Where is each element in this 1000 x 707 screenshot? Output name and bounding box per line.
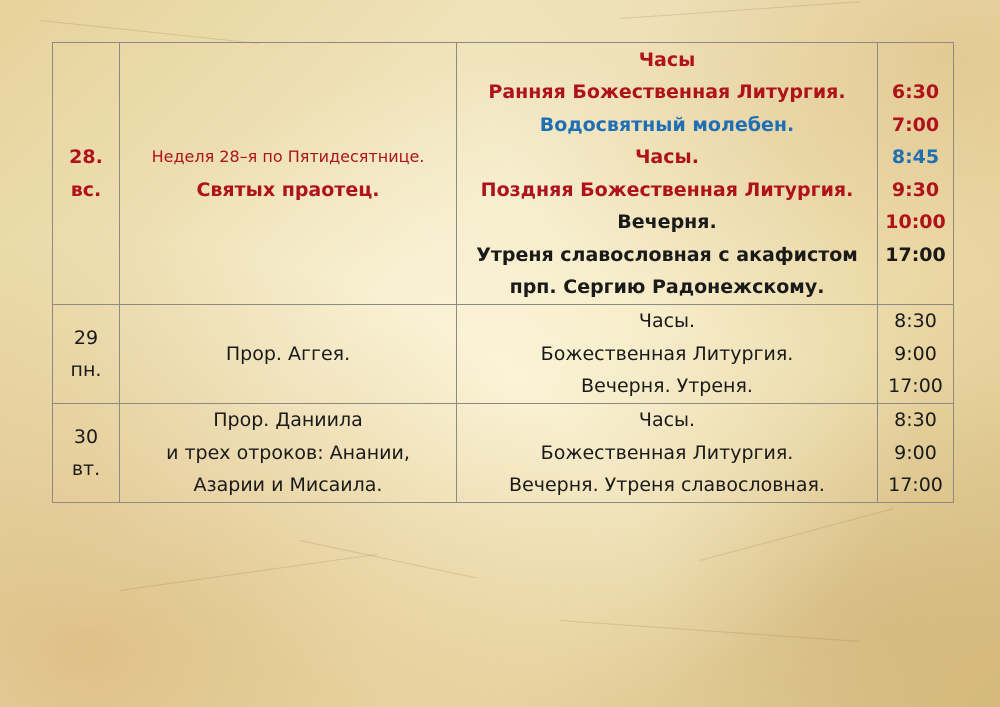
- feast-line: Прор. Даниила: [213, 409, 363, 432]
- service-line: Часы.: [638, 310, 696, 333]
- service-line: Утреня славословная с акафистом: [476, 243, 858, 266]
- service-line: Божественная Литургия.: [540, 342, 794, 365]
- service-line: Водосвятный молебен.: [539, 113, 795, 136]
- feast-line: Святых праотец.: [196, 178, 380, 201]
- weekday: вс.: [70, 178, 102, 201]
- time-line: 9:00: [894, 342, 937, 365]
- parchment-scratch: [620, 1, 859, 19]
- parchment-scratch: [560, 620, 859, 642]
- time-line: 17:00: [885, 243, 946, 266]
- parchment-scratch: [120, 554, 378, 591]
- time-line: 8:30: [894, 409, 937, 432]
- service-line: Часы.: [638, 409, 696, 432]
- time-line: 9:30: [891, 178, 940, 201]
- service-line: Вечерня.: [617, 211, 717, 233]
- time-line: 17:00: [888, 474, 943, 497]
- schedule-row-29: [53, 305, 954, 404]
- day-number: 29: [73, 326, 99, 349]
- parchment-scratch: [40, 20, 259, 44]
- time-line: 17:00: [888, 375, 943, 398]
- service-line: Поздняя Божественная Литургия.: [480, 178, 854, 201]
- date-cell: [53, 305, 120, 404]
- parchment-scratch: [700, 508, 893, 561]
- date-cell: [53, 43, 120, 305]
- services-cell: [457, 305, 878, 404]
- service-line: Вечерня. Утреня славословная.: [509, 474, 825, 497]
- parchment-scratch: [300, 540, 476, 578]
- time-line: 6:30: [891, 81, 940, 103]
- time-line: 9:00: [894, 441, 937, 464]
- time-line: 8:45: [891, 146, 940, 168]
- feast-cell: [120, 404, 457, 503]
- service-line: Божественная Литургия.: [540, 441, 794, 464]
- day-number: 30: [73, 425, 99, 448]
- time-line: 8:30: [894, 310, 937, 333]
- feast-line: Неделя 28–я по Пятидесятнице.: [151, 147, 425, 166]
- schedule-row-30: [53, 404, 954, 503]
- services-cell: [457, 43, 878, 305]
- feast-line: Прор. Аггея.: [225, 342, 351, 365]
- weekday: вт.: [71, 458, 101, 480]
- schedule-row-28: [53, 43, 954, 305]
- time-line: 7:00: [891, 113, 940, 136]
- weekday: пн.: [70, 359, 102, 381]
- day-number: 28.: [69, 146, 103, 168]
- times-cell: [878, 404, 954, 503]
- service-line: Вечерня. Утреня.: [581, 375, 753, 398]
- feast-line: Азарии и Мисаила.: [193, 474, 383, 497]
- times-cell: [878, 43, 954, 305]
- service-line: Ранняя Божественная Литургия.: [488, 81, 846, 103]
- date-cell: [53, 404, 120, 503]
- times-cell: [878, 305, 954, 404]
- time-line: 10:00: [885, 211, 946, 233]
- service-line: прп. Сергию Радонежскому.: [509, 276, 825, 298]
- service-line: Часы.: [635, 146, 699, 168]
- feast-line: и трех отроков: Анании,: [166, 441, 410, 464]
- feast-cell: [120, 305, 457, 404]
- service-line: Часы: [638, 48, 696, 71]
- service-schedule-table: [52, 42, 954, 503]
- feast-cell: [120, 43, 457, 305]
- services-cell: [457, 404, 878, 503]
